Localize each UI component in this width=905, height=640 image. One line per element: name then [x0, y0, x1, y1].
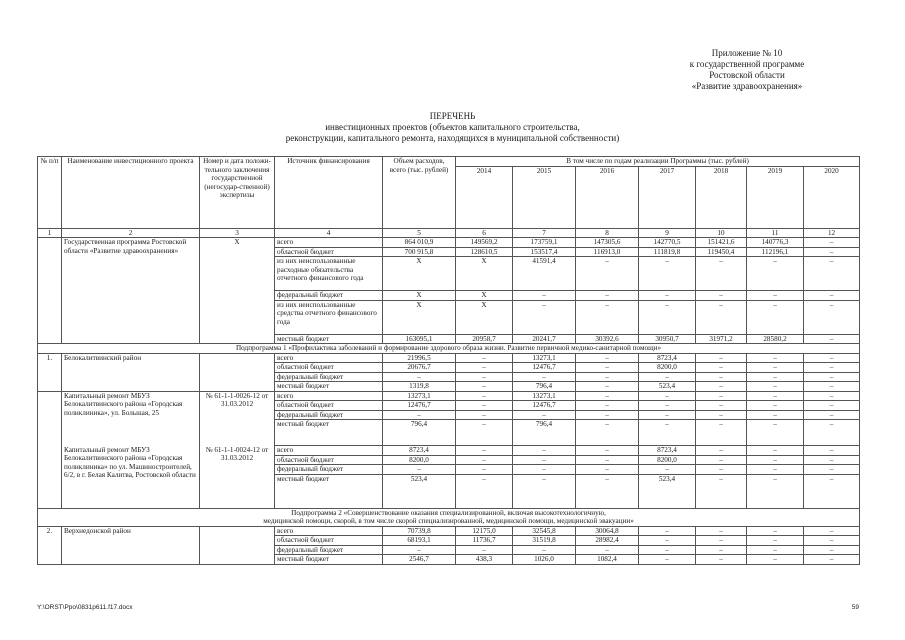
value-cell: 111819,8 — [639, 247, 696, 257]
value-cell: – — [696, 363, 747, 373]
source-cell: областной бюджет — [275, 363, 383, 373]
column-number: 3 — [200, 228, 275, 238]
value-cell: 28580,2 — [747, 334, 804, 344]
source-cell: федеральный бюджет — [275, 465, 383, 475]
value-cell: – — [747, 465, 804, 475]
value-cell: 31971,2 — [696, 334, 747, 344]
source-cell: всего — [275, 353, 383, 363]
source-cell: местный бюджет — [275, 420, 383, 446]
source-cell: федеральный бюджет — [275, 545, 383, 555]
value-cell: 30064,8 — [576, 526, 639, 536]
value-cell: – — [576, 257, 639, 291]
value-cell: 41591,4 — [513, 257, 576, 291]
value-cell: – — [576, 465, 639, 475]
value-cell: – — [639, 291, 696, 301]
project-num — [38, 391, 62, 508]
value-cell: Х — [383, 291, 456, 301]
value-cell: – — [456, 465, 513, 475]
column-number: 2 — [62, 228, 200, 238]
value-cell: – — [696, 420, 747, 446]
value-cell: – — [513, 446, 576, 456]
value-cell: – — [639, 257, 696, 291]
value-cell: – — [747, 410, 804, 420]
value-cell: – — [639, 372, 696, 382]
district-name: Белокалитвинский район — [62, 353, 200, 391]
value-cell: – — [513, 410, 576, 420]
value-cell: 31519,8 — [513, 536, 576, 546]
value-cell: – — [804, 474, 860, 508]
value-cell: – — [576, 401, 639, 411]
title-line: ПЕРЕЧЕНЬ — [429, 111, 476, 121]
page-number: 59 — [851, 604, 859, 611]
value-cell: – — [804, 372, 860, 382]
value-cell: – — [456, 391, 513, 401]
value-cell: – — [576, 300, 639, 334]
value-cell: – — [576, 545, 639, 555]
value-cell: – — [696, 353, 747, 363]
value-cell: 8723,4 — [639, 446, 696, 456]
value-cell: – — [804, 363, 860, 373]
value-cell: 173759,1 — [513, 238, 576, 248]
value-cell: – — [513, 465, 576, 475]
value-cell: – — [804, 353, 860, 363]
value-cell: – — [513, 545, 576, 555]
value-cell: – — [804, 300, 860, 334]
value-cell: 13273,1 — [513, 391, 576, 401]
header-name: Наименование инвестиционного проекта — [62, 157, 200, 229]
value-cell: – — [383, 465, 456, 475]
table-row — [38, 238, 860, 248]
value-cell: 128610,5 — [456, 247, 513, 257]
value-cell: 1319,8 — [383, 382, 456, 392]
value-cell: – — [639, 545, 696, 555]
value-cell: Х — [383, 300, 456, 334]
value-cell: – — [747, 391, 804, 401]
value-cell: 32545,8 — [513, 526, 576, 536]
value-cell: – — [696, 410, 747, 420]
value-cell: 12476,7 — [513, 363, 576, 373]
subprogram-title: Подпрограмма 2 «Совершенствование оказания специализированной, включая высокотехнологичную, медицинской помощи, скорой, в том числе скорой специализированной, медицинской помощи, медицинской эвакуации» — [38, 508, 860, 526]
value-cell: 523,4 — [383, 474, 456, 508]
value-cell: 12476,7 — [513, 401, 576, 411]
investment-projects-table — [37, 156, 860, 565]
project-name: Капитальный ремонт МБУЗ Белокалитвинского района «Городская поликлиника», ул. Большая, 25 — [62, 391, 200, 446]
table-row — [38, 526, 860, 536]
value-cell: – — [576, 455, 639, 465]
value-cell: 700 915,8 — [383, 247, 456, 257]
source-cell: областной бюджет — [275, 247, 383, 257]
header-year: 2018 — [696, 166, 747, 228]
value-cell: 11736,7 — [456, 536, 513, 546]
value-cell: 68193,1 — [383, 536, 456, 546]
district-num: 1. — [38, 353, 62, 391]
value-cell: – — [747, 420, 804, 446]
value-cell: 13273,1 — [513, 353, 576, 363]
value-cell: – — [696, 526, 747, 536]
column-number: 6 — [456, 228, 513, 238]
value-cell: 119450,4 — [696, 247, 747, 257]
value-cell: – — [804, 420, 860, 446]
value-cell: – — [383, 545, 456, 555]
value-cell: – — [576, 382, 639, 392]
source-cell: областной бюджет — [275, 536, 383, 546]
value-cell: – — [747, 382, 804, 392]
source-cell: всего — [275, 391, 383, 401]
header-volume: Объем расходов, всего (тыс. рублей) — [383, 157, 456, 229]
project-expertise: № 61-1-1-0024-12 от 31.03.2012 — [200, 446, 275, 509]
source-cell: областной бюджет — [275, 401, 383, 411]
value-cell: – — [639, 420, 696, 446]
value-cell: – — [804, 410, 860, 420]
column-number: 7 — [513, 228, 576, 238]
value-cell: – — [804, 257, 860, 291]
value-cell: 140776,3 — [747, 238, 804, 248]
value-cell: – — [804, 545, 860, 555]
value-cell: – — [804, 555, 860, 565]
source-cell: из них неиспользованные средства отчетного финансового года — [275, 300, 383, 334]
value-cell: – — [804, 526, 860, 536]
value-cell: 112196,1 — [747, 247, 804, 257]
value-cell: – — [747, 555, 804, 565]
value-cell: 151421,6 — [696, 238, 747, 248]
value-cell: – — [513, 455, 576, 465]
value-cell: – — [747, 300, 804, 334]
district-name: Верхнедонской район — [62, 526, 200, 564]
source-cell: местный бюджет — [275, 474, 383, 508]
column-number: 9 — [639, 228, 696, 238]
value-cell: – — [576, 353, 639, 363]
value-cell: – — [804, 401, 860, 411]
value-cell: Х — [456, 300, 513, 334]
value-cell: 2546,7 — [383, 555, 456, 565]
value-cell: 30392,6 — [576, 334, 639, 344]
row-num — [38, 238, 62, 344]
appendix-line: к государственной программе — [689, 59, 805, 69]
source-cell: местный бюджет — [275, 382, 383, 392]
value-cell: – — [456, 363, 513, 373]
header-year: 2019 — [747, 166, 804, 228]
value-cell: – — [513, 474, 576, 508]
header-expertise: Номер и дата положи-тельного заключения государственной (негосудар-ственной) экспертизы — [200, 157, 275, 229]
header-source: Источник финансирования — [275, 157, 383, 229]
appendix-line: Приложение № 10 — [711, 48, 783, 58]
value-cell: – — [576, 391, 639, 401]
header-years-caption: В том числе по годам реализации Программы (тыс. рублей) — [456, 157, 860, 167]
value-cell: 13273,1 — [383, 391, 456, 401]
header-num: № п/п — [38, 157, 62, 229]
value-cell: – — [576, 291, 639, 301]
value-cell: 864 010,9 — [383, 238, 456, 248]
value-cell: – — [456, 382, 513, 392]
value-cell: – — [639, 555, 696, 565]
value-cell: 523,4 — [639, 382, 696, 392]
value-cell: – — [576, 474, 639, 508]
value-cell: – — [696, 401, 747, 411]
value-cell: 163095,1 — [383, 334, 456, 344]
value-cell: 116913,0 — [576, 247, 639, 257]
value-cell: – — [513, 300, 576, 334]
column-number-row — [38, 228, 860, 238]
value-cell: 8200,0 — [639, 363, 696, 373]
appendix-line: Ростовской области — [709, 70, 785, 80]
value-cell: – — [747, 372, 804, 382]
district-expertise — [200, 353, 275, 391]
value-cell: 12476,7 — [383, 401, 456, 411]
source-cell: всего — [275, 238, 383, 248]
value-cell: 28982,4 — [576, 536, 639, 546]
value-cell: 796,4 — [513, 382, 576, 392]
value-cell: – — [747, 291, 804, 301]
value-cell: – — [696, 300, 747, 334]
value-cell: – — [513, 372, 576, 382]
value-cell: 796,4 — [513, 420, 576, 446]
value-cell: – — [747, 257, 804, 291]
value-cell: – — [747, 536, 804, 546]
value-cell: – — [804, 455, 860, 465]
value-cell: – — [747, 353, 804, 363]
value-cell: – — [456, 545, 513, 555]
value-cell: – — [696, 446, 747, 456]
value-cell: 153517,4 — [513, 247, 576, 257]
header-row — [38, 157, 860, 167]
program-name: Государственная программа Ростовской области «Развитие здравоохранения» — [62, 238, 200, 344]
value-cell: – — [747, 446, 804, 456]
column-number: 5 — [383, 228, 456, 238]
value-cell: – — [696, 455, 747, 465]
header-year: 2015 — [513, 166, 576, 228]
value-cell: – — [456, 446, 513, 456]
column-number: 12 — [804, 228, 860, 238]
column-number: 4 — [275, 228, 383, 238]
value-cell: – — [804, 465, 860, 475]
value-cell: – — [804, 238, 860, 248]
column-number: 10 — [696, 228, 747, 238]
value-cell: – — [639, 536, 696, 546]
value-cell: – — [747, 363, 804, 373]
column-number: 11 — [747, 228, 804, 238]
value-cell: – — [804, 536, 860, 546]
header-year: 2020 — [804, 166, 860, 228]
value-cell: – — [639, 401, 696, 411]
appendix-line: «Развитие здравоохранения» — [691, 81, 803, 91]
program-expertise: Х — [200, 238, 275, 344]
source-cell: местный бюджет — [275, 334, 383, 344]
table-row — [38, 353, 860, 363]
value-cell: – — [696, 545, 747, 555]
value-cell: – — [639, 300, 696, 334]
table-row — [38, 446, 860, 456]
file-path: Y:\ORST\Ppo\0831p611.f17.docx — [37, 604, 133, 611]
value-cell: – — [804, 382, 860, 392]
value-cell: – — [383, 410, 456, 420]
value-cell: Х — [456, 257, 513, 291]
value-cell: 12175,0 — [456, 526, 513, 536]
value-cell: – — [456, 455, 513, 465]
subprogram-row — [38, 508, 860, 526]
value-cell: – — [747, 526, 804, 536]
value-cell: – — [696, 372, 747, 382]
value-cell: – — [804, 391, 860, 401]
value-cell: – — [696, 555, 747, 565]
value-cell: – — [456, 372, 513, 382]
column-number: 8 — [576, 228, 639, 238]
value-cell: 523,4 — [639, 474, 696, 508]
value-cell: – — [576, 363, 639, 373]
value-cell: 438,3 — [456, 555, 513, 565]
title-line: инвестиционных проектов (объектов капитального строительства, — [325, 122, 580, 132]
value-cell: – — [456, 401, 513, 411]
value-cell: 8200,0 — [383, 455, 456, 465]
header-year: 2016 — [576, 166, 639, 228]
value-cell: – — [747, 474, 804, 508]
header-year: 2014 — [456, 166, 513, 228]
source-cell: федеральный бюджет — [275, 291, 383, 301]
value-cell: 70739,8 — [383, 526, 456, 536]
value-cell: 20241,7 — [513, 334, 576, 344]
value-cell: – — [456, 420, 513, 446]
value-cell: – — [576, 446, 639, 456]
subprogram-title: Подпрограмма 1 «Профилактика заболеваний и формирование здорового образа жизни. Развитие первичной медико-санитарной помощи» — [38, 344, 860, 354]
value-cell: – — [576, 410, 639, 420]
value-cell: – — [696, 382, 747, 392]
value-cell: – — [696, 474, 747, 508]
value-cell: 149569,2 — [456, 238, 513, 248]
value-cell: – — [576, 372, 639, 382]
source-cell: федеральный бюджет — [275, 410, 383, 420]
value-cell: – — [456, 474, 513, 508]
value-cell: – — [804, 334, 860, 344]
value-cell: 30950,7 — [639, 334, 696, 344]
table-row — [38, 391, 860, 401]
value-cell: – — [456, 353, 513, 363]
source-cell: всего — [275, 526, 383, 536]
value-cell: – — [639, 526, 696, 536]
value-cell: 8723,4 — [639, 353, 696, 363]
title-line: реконструкции, капитального ремонта, находящихся в муниципальной собственности) — [285, 133, 620, 143]
value-cell: 1082,4 — [576, 555, 639, 565]
column-number: 1 — [38, 228, 62, 238]
value-cell: 147305,6 — [576, 238, 639, 248]
value-cell: Х — [456, 291, 513, 301]
source-cell: местный бюджет — [275, 555, 383, 565]
value-cell: 1026,0 — [513, 555, 576, 565]
value-cell: – — [696, 536, 747, 546]
district-num: 2. — [38, 526, 62, 564]
value-cell: – — [804, 446, 860, 456]
value-cell: 20958,7 — [456, 334, 513, 344]
value-cell: – — [696, 465, 747, 475]
value-cell: 8200,0 — [639, 455, 696, 465]
value-cell: – — [456, 410, 513, 420]
value-cell: – — [747, 545, 804, 555]
value-cell: – — [747, 401, 804, 411]
value-cell: – — [696, 391, 747, 401]
source-cell: всего — [275, 446, 383, 456]
district-expertise — [200, 526, 275, 564]
value-cell: – — [696, 257, 747, 291]
value-cell: – — [639, 391, 696, 401]
value-cell: – — [639, 410, 696, 420]
source-cell: федеральный бюджет — [275, 372, 383, 382]
value-cell: 8723,4 — [383, 446, 456, 456]
value-cell: 142770,5 — [639, 238, 696, 248]
subprogram-row — [38, 344, 860, 354]
value-cell: Х — [383, 257, 456, 291]
value-cell: – — [804, 247, 860, 257]
value-cell: 796,4 — [383, 420, 456, 446]
value-cell: 20676,7 — [383, 363, 456, 373]
value-cell: – — [804, 291, 860, 301]
appendix-block — [647, 48, 847, 92]
source-cell: из них неиспользованные расходные обязательства отчетного финансового года — [275, 257, 383, 291]
value-cell: – — [576, 420, 639, 446]
value-cell: – — [639, 465, 696, 475]
value-cell: – — [513, 291, 576, 301]
project-expertise: № 61-1-1-0026-12 от 31.03.2012 — [200, 391, 275, 446]
value-cell: – — [696, 291, 747, 301]
header-year: 2017 — [639, 166, 696, 228]
project-name: Капитальный ремонт МБУЗ Белокалитвинского района «Городская поликлиника» по ул. Машиностроителей, 6/2, в г. Белая Калитва, Ростовской области — [62, 446, 200, 509]
value-cell: – — [747, 455, 804, 465]
value-cell: – — [383, 372, 456, 382]
value-cell: 21996,5 — [383, 353, 456, 363]
document-title — [0, 111, 905, 144]
source-cell: областной бюджет — [275, 455, 383, 465]
